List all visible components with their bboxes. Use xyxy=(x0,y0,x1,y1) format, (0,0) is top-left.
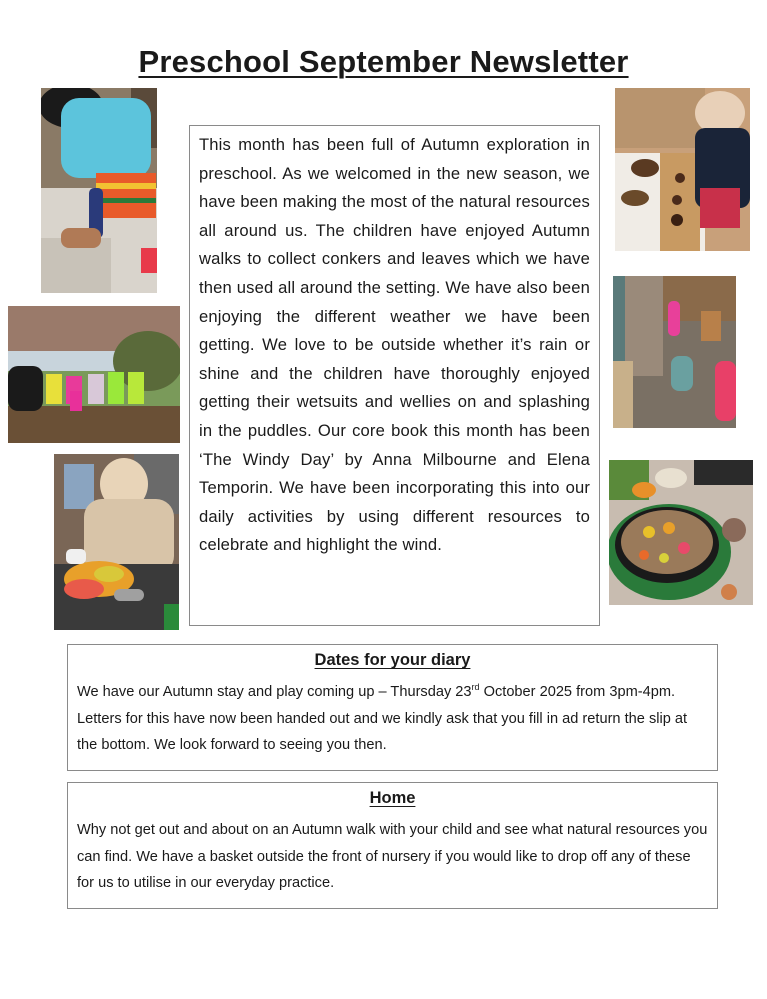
main-article-box xyxy=(189,125,600,626)
photo-icon xyxy=(613,276,736,428)
photo-child-leaves-tray xyxy=(54,454,179,630)
main-article-text: This month has been full of Autumn exploration in preschool. As we welcomed in the new season, we have been making the most of the natural resources all around us. The children have enjoyed Autumn walks to collect conkers and leaves which we have then used all around the setting. We have also been enjoying the different weather we have been getting. We love to be outside whether it’s rain or shine and the children have thoroughly enjoyed getting their wetsuits and wellies on and splashing in the puddles. Our core book this month has been ‘The Windy Day’ by Anna Milbourne and Elena Temporin. We have been incorporating this into our daily activities by using different resources to celebrate and highlight the wind. xyxy=(199,135,590,555)
diary-date-ordinal: rd xyxy=(471,682,480,693)
diary-heading: Dates for your diary xyxy=(314,651,471,669)
photo-autumn-tuff-tray xyxy=(609,460,753,605)
diary-text-end: October 2025 from 3pm-4pm. Letters for this have now been handed out and we kindly ask that you fill in ad return the slip at the bottom. We look forward to seeing you then. xyxy=(77,684,688,753)
photo-puddle-splashing xyxy=(613,276,736,428)
diary-text xyxy=(77,679,708,759)
photo-icon xyxy=(609,460,753,605)
page-title: Preschool September Newsletter xyxy=(138,44,629,79)
home-heading: Home xyxy=(369,789,416,807)
photo-icon xyxy=(8,306,180,443)
home-section xyxy=(67,782,718,909)
diary-text-start: We have our Autumn stay and play coming up – Thursday 23 xyxy=(77,684,472,700)
photo-child-blue-shirt xyxy=(41,88,157,293)
photo-icon xyxy=(41,88,157,293)
photo-icon xyxy=(54,454,179,630)
photo-child-conkers-sorting xyxy=(615,88,750,251)
diary-section xyxy=(67,644,718,771)
home-text: Why not get out and about on an Autumn walk with your child and see what natural resources you can find. We have a basket outside the front of nursery if you would like to drop off any of these for us to utilise in our everyday practice. xyxy=(77,822,708,891)
photo-icon xyxy=(615,88,750,251)
photo-autumn-walk xyxy=(8,306,180,443)
